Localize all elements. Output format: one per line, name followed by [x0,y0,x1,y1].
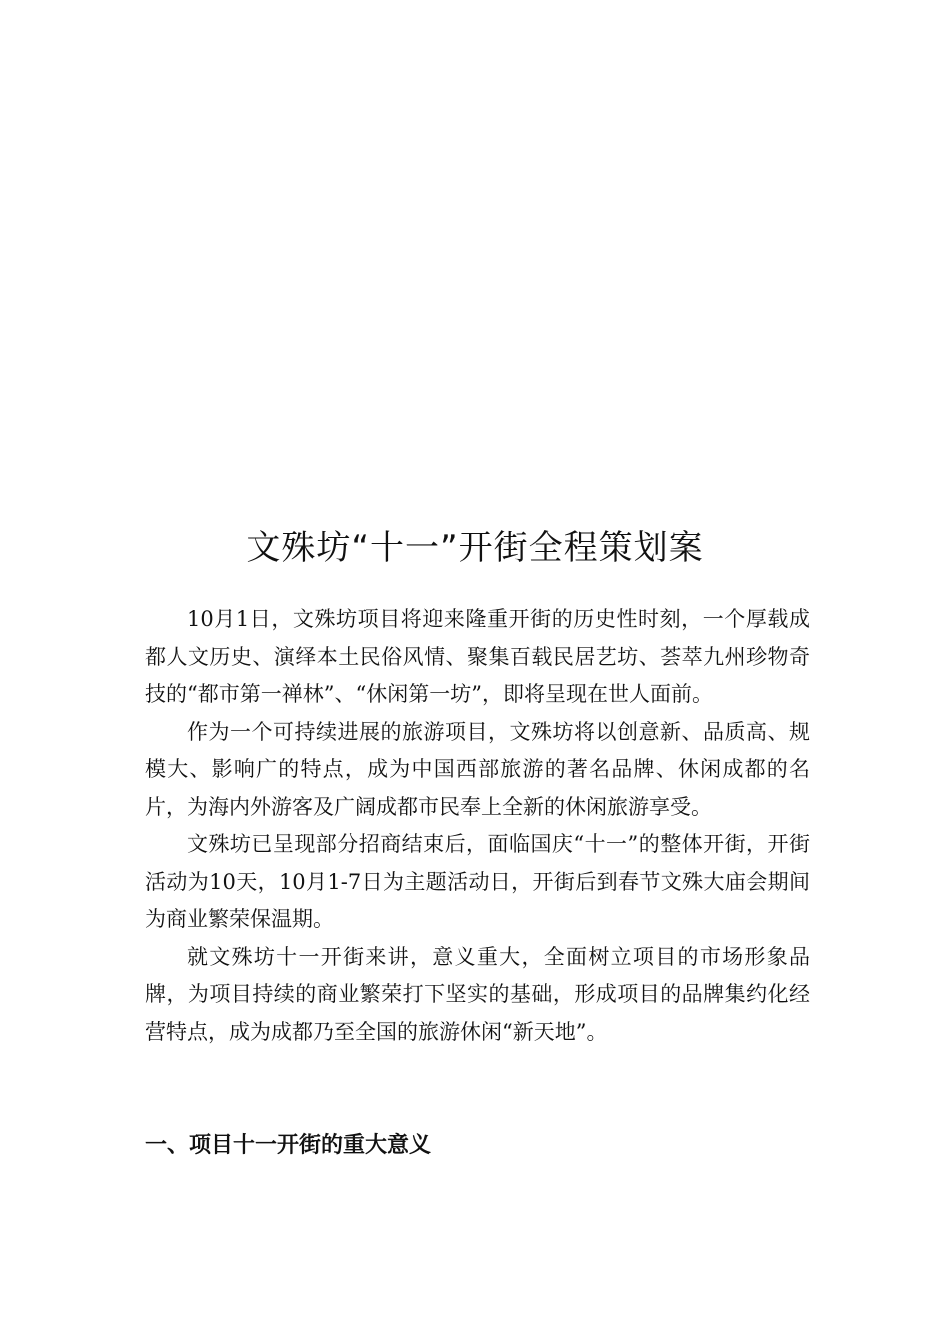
paragraph-opening-schedule: 文殊坊已呈现部分招商结束后，面临国庆“十一”的整体开街，开街活动为10天，10月1-7日为主题活动日，开街后到春节文殊大庙会期间为商业繁荣保温期。 [145,832,810,931]
paragraph-tourism-project: 作为一个可持续进展的旅游项目，文殊坊将以创意新、品质高、规模大、影响广的特点，成为中国西部旅游的著名品牌、休闲成都的名片，为海内外游客及广阔成都市民奉上全新的休闲旅游享受。 [145,719,810,819]
document-body [145,601,810,1051]
section-heading: 一、项目十一开街的重大意义 [145,1133,432,1158]
document-title: 文殊坊“十一”开街全程策划案 [246,528,704,568]
paragraph-opening-day: 10月1日，文殊坊项目将迎来隆重开街的历史性时刻，一个厚载成都人文历史、演绎本土民俗风情、聚集百载民居艺坊、荟萃九州珍物奇技的“都市第一禅林”、“休闲第一坊”，即将呈现在世人面前。 [145,607,810,706]
paragraph-significance: 就文殊坊十一开街来讲，意义重大，全面树立项目的市场形象品牌，为项目持续的商业繁荣打下坚实的基础，形成项目的品牌集约化经营特点，成为成都乃至全国的旅游休闲“新天地”。 [145,944,810,1044]
